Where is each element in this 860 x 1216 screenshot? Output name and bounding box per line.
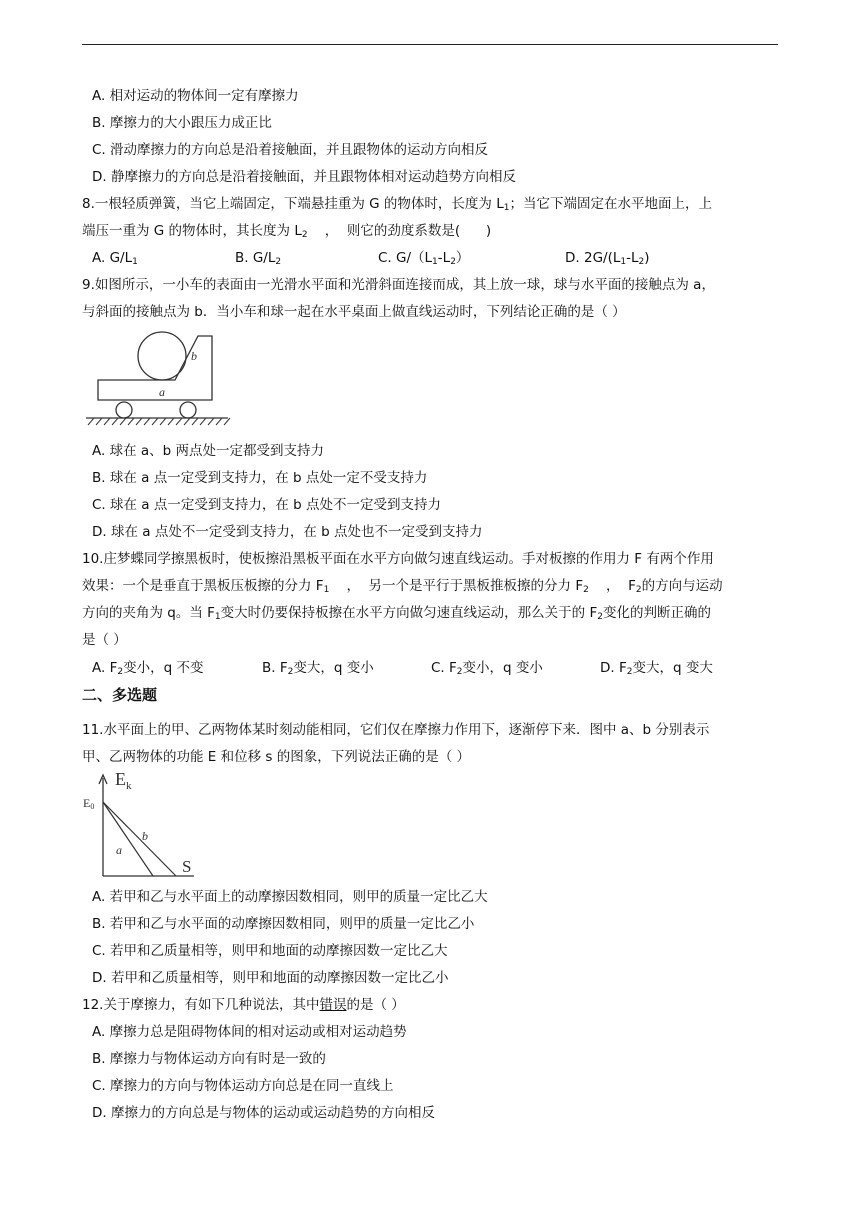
q10-stem-line1: 10.庄梦蝶同学擦黑板时，使板擦沿黑板平面在水平方向做匀速直线运动。手对板擦的作用力 F 有两个作用: [82, 551, 714, 567]
q8-option-a: A. $G/L_1$: [92, 250, 138, 267]
cart-body: [98, 336, 212, 400]
q8-stem-line2: 端压一重为 G 的物体时，其长度为 $L_2$ ， 则它的劲度系数是( ): [82, 223, 492, 240]
q11-option-b: B. 若甲和乙与水平面的动摩擦因数相同，则甲的质量一定比乙小: [92, 916, 475, 932]
q8-option-b: B. $G/L_2$: [235, 250, 282, 267]
q12-option-a: A. 摩擦力总是阻碍物体间的相对运动或相对运动趋势: [92, 1024, 407, 1040]
section-heading-multiple-choice: 二、多选题: [82, 686, 158, 704]
q7-option-d: D. 静摩擦力的方向总是沿着接触面，并且跟物体相对运动趋势方向相反: [92, 169, 516, 185]
header-rule: [82, 44, 778, 45]
ground-hatching: [88, 418, 230, 425]
q10-stem-line2: 效果：一个是垂直于黑板压板擦的分力 $F_1$ ， 另一个是平行于黑板推板擦的分力 $F_2$ ， $F_2$的方向与运动: [82, 578, 723, 595]
wheel-left: [116, 402, 132, 418]
q9-option-b: B. 球在 a 点一定受到支持力，在 b 点处一定不受支持力: [92, 470, 428, 486]
q9-option-c: C. 球在 a 点一定受到支持力，在 b 点处不一定受到支持力: [92, 497, 442, 513]
label-ek: $E_k$: [115, 772, 132, 792]
q8-stem-line1: 8.一根轻质弹簧，当它上端固定，下端悬挂重为 G 的物体时，长度为 $L_1$；当它下端固定在水平地面上，上: [82, 196, 712, 213]
q12-option-b: B. 摩擦力与物体运动方向有时是一致的: [92, 1051, 326, 1067]
cart-ball-figure: [84, 330, 234, 432]
q10-stem-line3: 方向的夹角为 q。当 $F_1$变大时仍要保持板擦在水平方向做匀速直线运动，那么关于的 $F_2$变化的判断正确的: [82, 605, 711, 622]
q12-option-c: C. 摩擦力的方向与物体运动方向总是在同一直线上: [92, 1078, 394, 1094]
q12-option-d: D. 摩擦力的方向总是与物体的运动或运动趋势的方向相反: [92, 1105, 435, 1121]
q10-option-b: B. $F_2$变大，q 变小: [262, 660, 374, 677]
q11-stem-line1: 11.水平面上的甲、乙两物体某时刻动能相同，它们仅在摩擦力作用下，逐渐停下来．图中 a、b 分别表示: [82, 722, 710, 738]
q8-option-c: C. $G/(L_1-L_2)$: [378, 250, 470, 267]
label-e0: E0: [83, 796, 95, 811]
q10-option-d: D. $F_2$变大，q 变大: [600, 660, 713, 677]
q9-stem-line1: 9.如图所示，一小车的表面由一光滑水平面和光滑斜面连接而成，其上放一球，球与水平面的接触点为 a，: [82, 277, 715, 293]
label-s: S: [182, 857, 192, 876]
ek-s-graph: [82, 772, 202, 880]
q10-option-c: C. $F_2$变小，q 变小: [431, 660, 543, 677]
q10-stem-line4: 是（ ）: [82, 632, 127, 648]
q9-stem-line2: 与斜面的接触点为 b．当小车和球一起在水平桌面上做直线运动时，下列结论正确的是（ ）: [82, 304, 626, 320]
q9-option-a: A. 球在 a、b 两点处一定都受到支持力: [92, 443, 325, 459]
q7-option-c: C. 滑动摩擦力的方向总是沿着接触面，并且跟物体的运动方向相反: [92, 142, 489, 158]
label-a: a: [116, 843, 122, 857]
line-b: [103, 802, 176, 876]
label-b: b: [142, 829, 148, 843]
q7-option-b: B. 摩擦力的大小跟压力成正比: [92, 115, 272, 131]
q11-option-a: A. 若甲和乙与水平面上的动摩擦因数相同，则甲的质量一定比乙大: [92, 889, 488, 905]
q9-option-d: D. 球在 a 点处不一定受到支持力，在 b 点处也不一定受到支持力: [92, 524, 483, 540]
q8-option-d: D. $2G/(L_1-L_2)$: [565, 250, 650, 267]
q11-option-c: C. 若甲和乙质量相等，则甲和地面的动摩擦因数一定比乙大: [92, 943, 448, 959]
q10-option-a: A. $F_2$变小，q 不变: [92, 660, 204, 677]
label-b: b: [191, 349, 197, 363]
underlined-word: 错误: [319, 997, 347, 1013]
q12-stem: 12.关于摩擦力，有如下几种说法，其中错误的是（ ）: [82, 997, 405, 1013]
q11-option-d: D. 若甲和乙质量相等，则甲和地面的动摩擦因数一定比乙小: [92, 970, 449, 986]
label-a: a: [159, 385, 165, 399]
q7-option-a: A. 相对运动的物体间一定有摩擦力: [92, 88, 299, 104]
ball: [138, 332, 186, 380]
wheel-right: [180, 402, 196, 418]
q11-stem-line2: 甲、乙两物体的功能 E 和位移 s 的图象，下列说法正确的是（ ）: [82, 749, 471, 765]
